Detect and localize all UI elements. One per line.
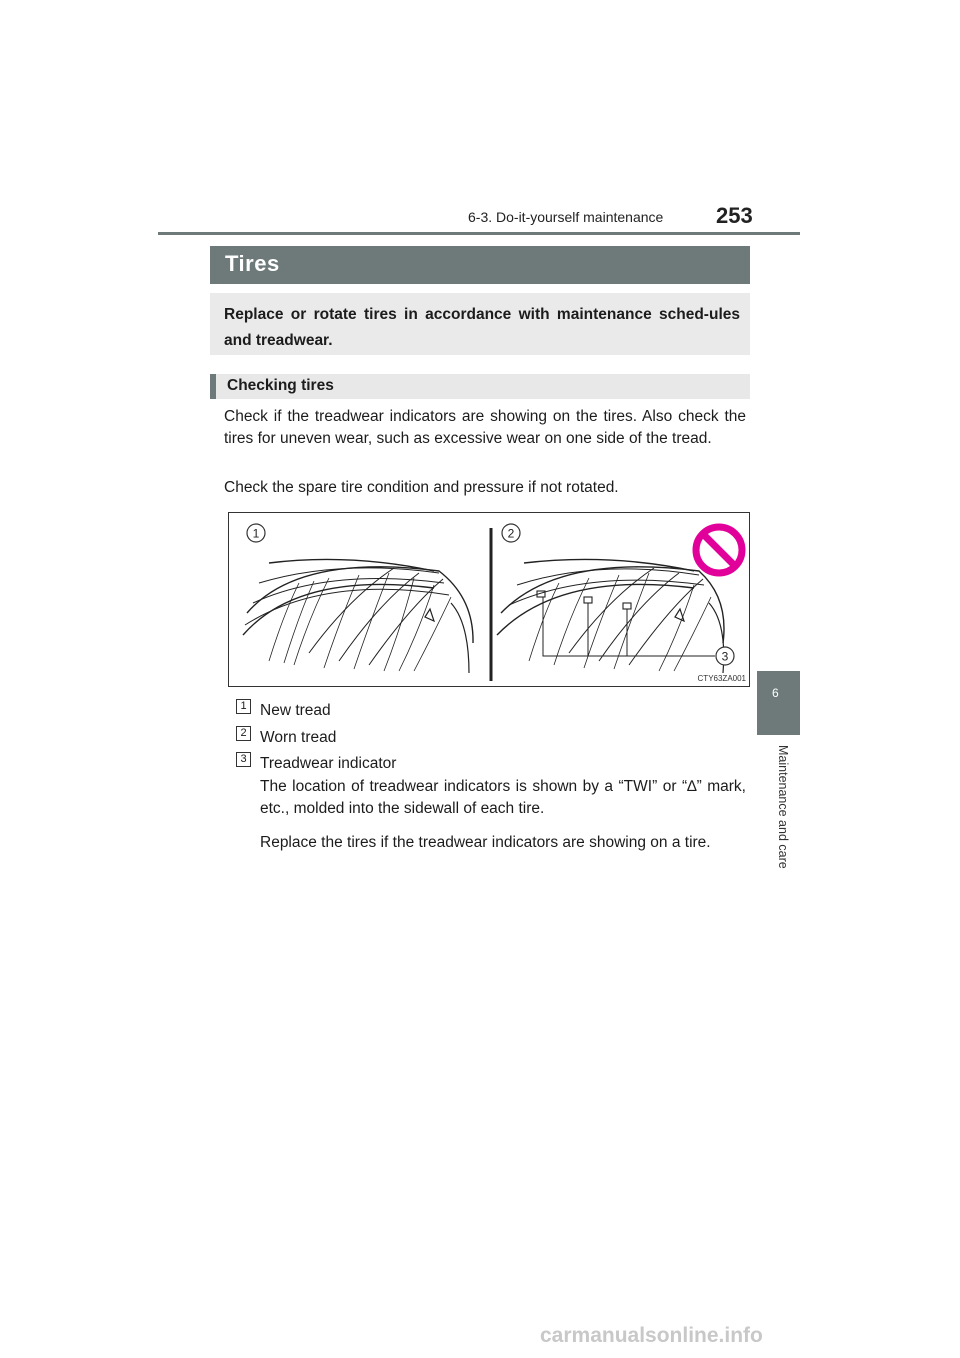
page-title: Tires bbox=[225, 251, 280, 276]
legend-item-3-number: 3 bbox=[236, 752, 251, 767]
legend-item-1-label: New tread bbox=[260, 702, 331, 719]
header-rule bbox=[158, 232, 800, 235]
callout-1-label: 1 bbox=[252, 526, 260, 541]
page-number: 253 bbox=[716, 203, 753, 228]
prohibition-icon bbox=[696, 527, 742, 573]
section-title: 6-3. Do-it-yourself maintenance bbox=[468, 209, 664, 225]
watermark: carmanualsonline.info bbox=[540, 1324, 763, 1347]
subheading: Checking tires bbox=[227, 377, 334, 394]
figure-code: CTY63ZA001 bbox=[697, 674, 746, 683]
intro-box bbox=[210, 293, 750, 355]
paragraph-2: Check the spare tire condition and pressure if not rotated. bbox=[224, 479, 619, 496]
tire-illustration-svg bbox=[229, 513, 749, 686]
chapter-tab-number: 6 bbox=[772, 686, 779, 700]
page-title-bar bbox=[210, 246, 750, 284]
legend-item-3-label: Treadwear indicator bbox=[260, 755, 397, 772]
note-location: The location of treadwear indicators is shown by a “TWI” or “∆” mark, etc., molded into the sidewall of each tire. bbox=[260, 778, 746, 817]
worn-tire bbox=[497, 559, 724, 673]
subheading-bar bbox=[210, 374, 750, 399]
chapter-tab-label: Maintenance and care bbox=[776, 745, 790, 869]
legend-item-2-label: Worn tread bbox=[260, 729, 337, 746]
new-tire bbox=[243, 559, 473, 673]
chapter-tab[interactable] bbox=[757, 671, 800, 735]
callout-3-label: 3 bbox=[721, 649, 729, 664]
callout-2-label: 2 bbox=[507, 526, 515, 541]
paragraph-1: Check if the treadwear indicators are showing on the tires. Also check the tires for uneven wear, such as excessive wear on one side of the tread. bbox=[224, 408, 746, 447]
note-replace: Replace the tires if the treadwear indicators are showing on a tire. bbox=[260, 834, 711, 851]
legend-item-1-number: 1 bbox=[236, 699, 251, 714]
legend-item-2-number: 2 bbox=[236, 726, 251, 741]
intro-text: Replace or rotate tires in accordance with maintenance sched-ules and treadwear. bbox=[224, 306, 740, 349]
tire-illustration bbox=[228, 512, 750, 687]
